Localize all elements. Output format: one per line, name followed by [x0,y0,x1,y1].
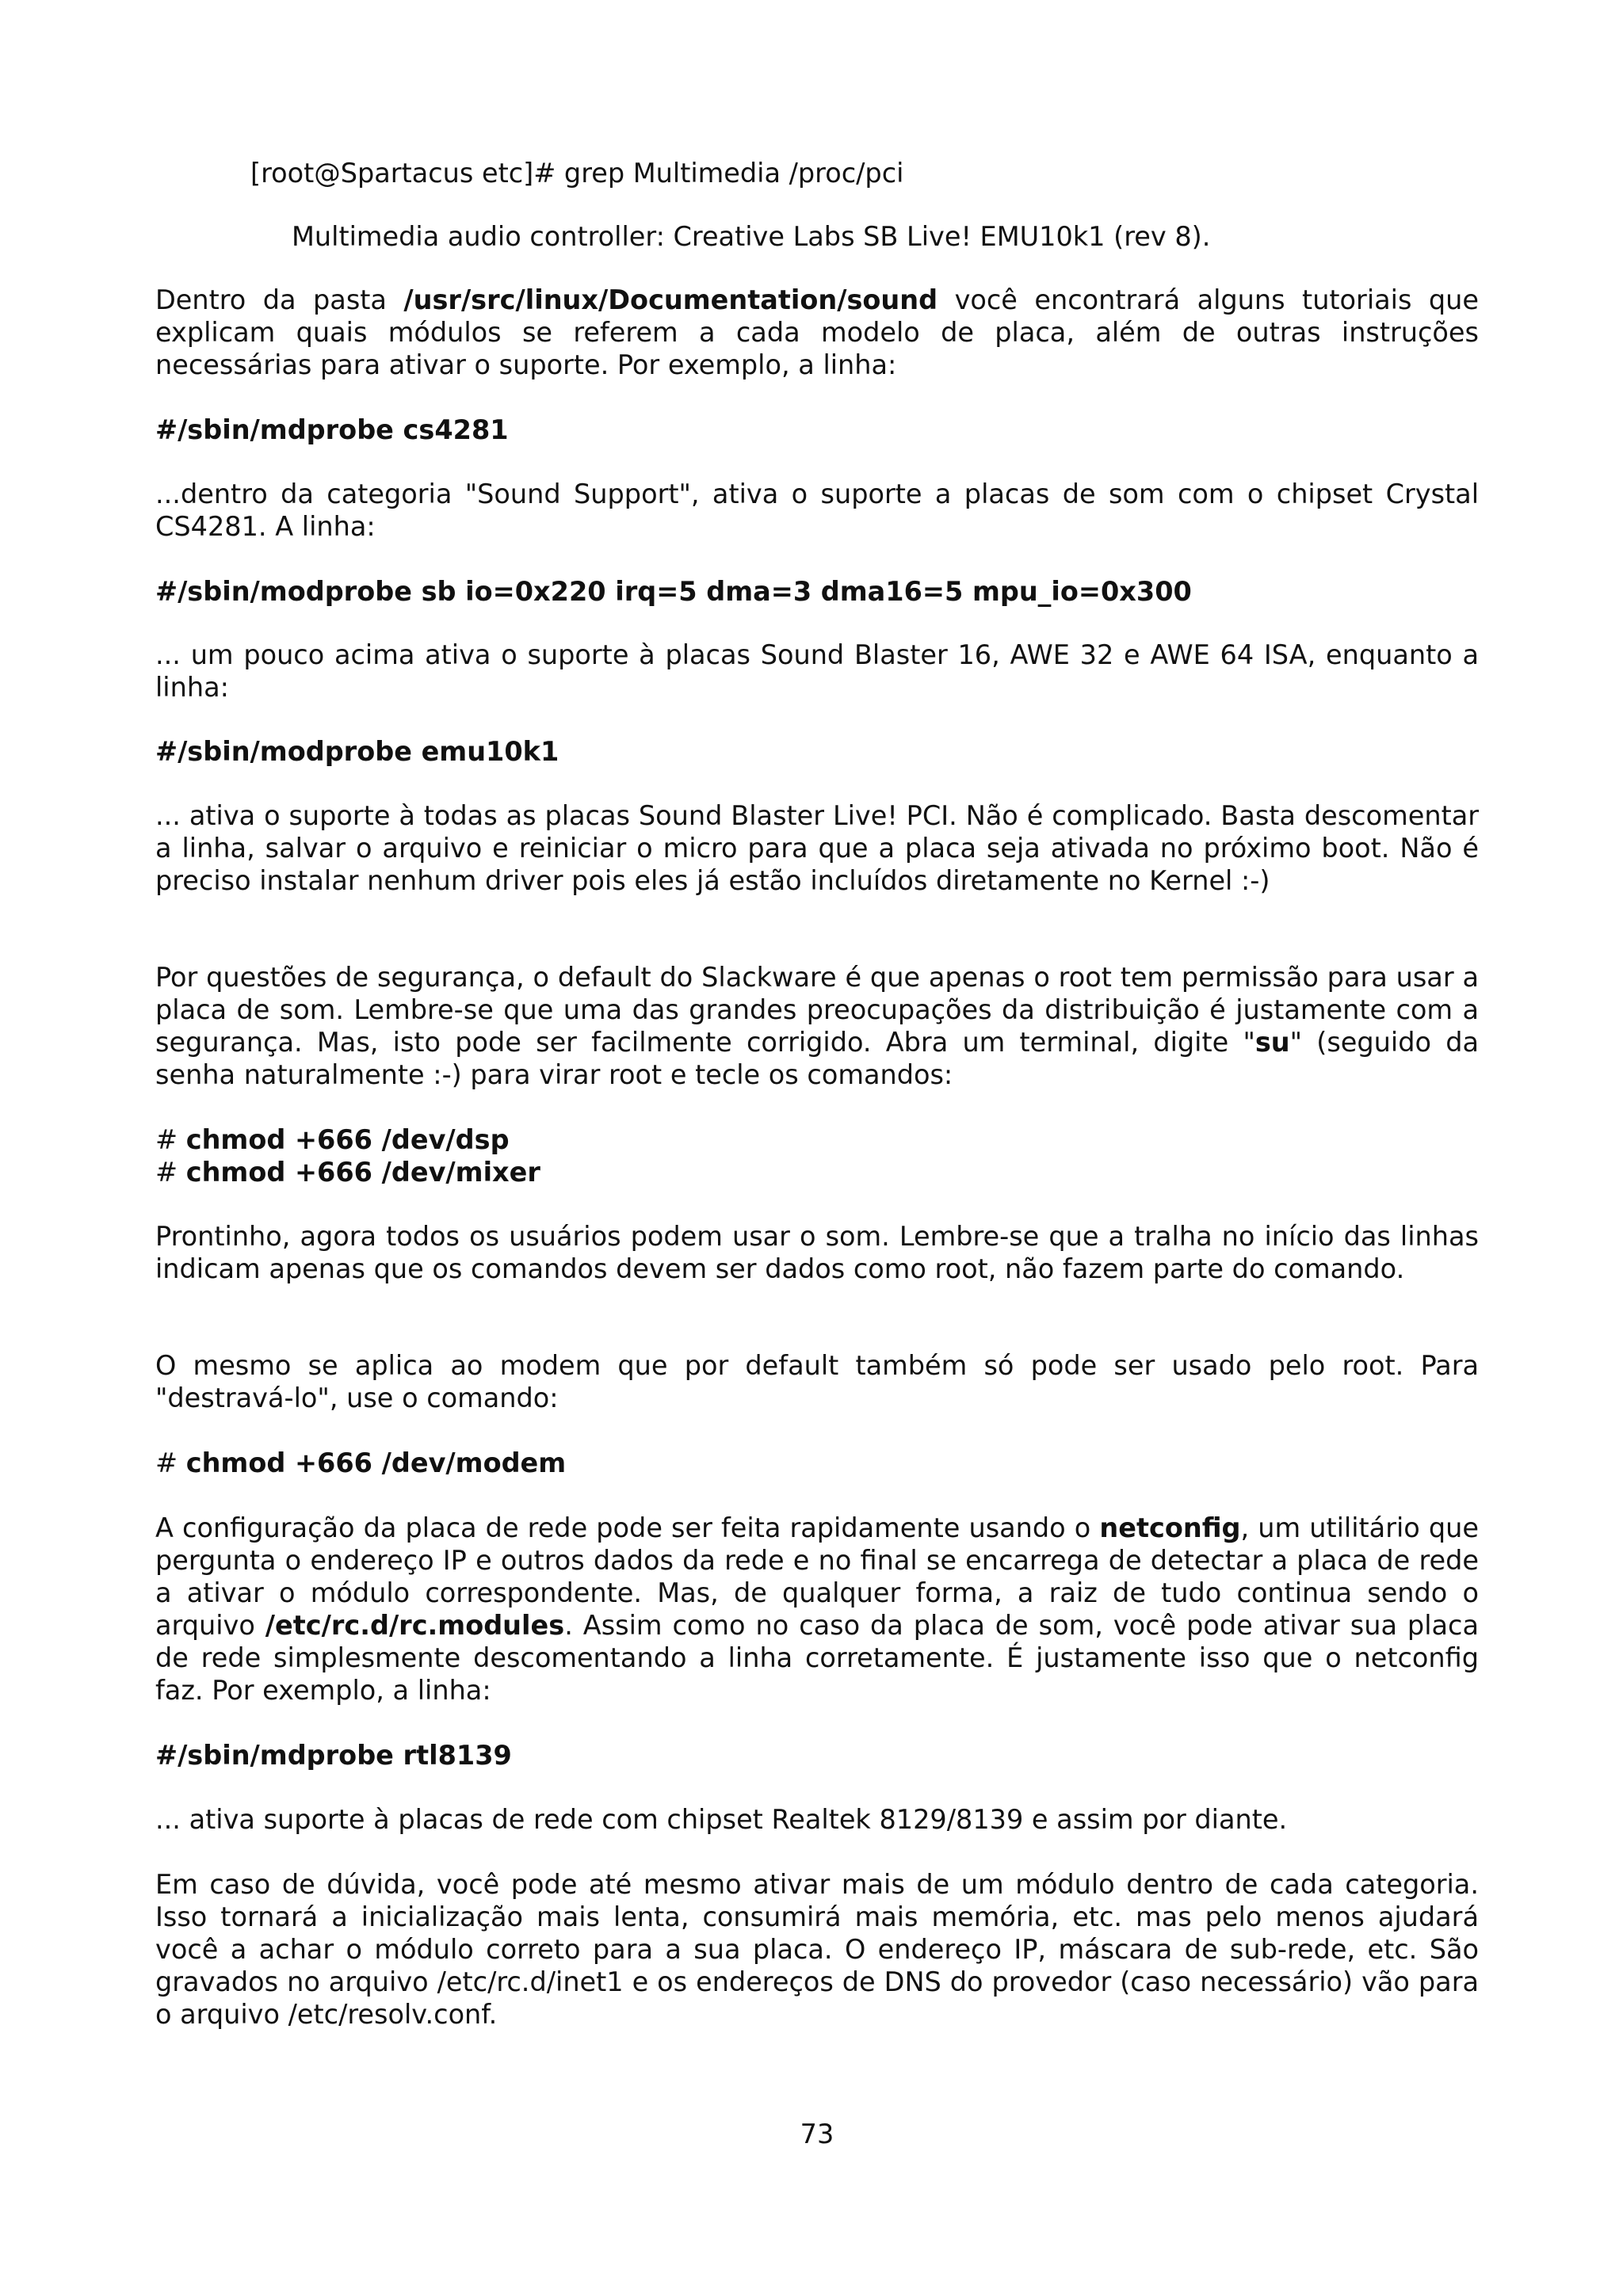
command-text: chmod +666 /dev/modem [185,1447,567,1478]
paragraph-network-config [155,1512,1479,1707]
paragraph-realtek: ... ativa suporte à placas de rede com chipset Realtek 8129/8139 e assim por diante. [155,1804,1288,1835]
command-text: chmod +666 /dev/dsp [185,1124,510,1155]
netconfig-term: netconfig [1099,1512,1241,1543]
paragraph-sound-support: ...dentro da categoria "Sound Support", ativa o suporte a placas de som com o chipset Crystal CS4281. A linha: [155,479,1479,542]
hash-prompt: # [155,1157,186,1188]
paragraph-text: Dentro da pasta [155,284,404,315]
paragraph-text: . Assim como no caso da placa de som, você pode ativar sua placa de rede simplesmente descomentando a linha corretamente. É justamente isso que o netconfig faz. Por exemplo, a linha: [155,1610,1479,1706]
command-mdprobe-rtl8139: #/sbin/mdprobe rtl8139 [155,1740,512,1771]
command-su: su [1254,1027,1290,1058]
command-modprobe-sb: #/sbin/modprobe sb io=0x220 irq=5 dma=3 dma16=5 mpu_io=0x300 [155,576,1192,607]
paragraph-text: A configuração da placa de rede pode ser feita rapidamente usando o [155,1512,1100,1543]
command-text: chmod +666 /dev/mixer [185,1157,540,1188]
paragraph-text: você encontrará alguns tutoriais que explicam quais módulos se referem a cada modelo de placa, além de outras instruções necessárias para ativar o suporte. Por exemplo, a linha: [155,284,1479,380]
paragraph-text: " (seguido da senha naturalmente :-) para virar root e tecle os comandos: [155,1027,1479,1090]
hash-prompt: # [155,1447,186,1478]
command-modprobe-emu10k1: #/sbin/modprobe emu10k1 [155,736,559,767]
paragraph-text: , um utilitário que pergunta o endereço IP e outros dados da rede e no final se encarrega de detectar a placa de rede a ativar o módulo correspondente. Mas, de qualquer forma, a raiz de tudo continua sendo o arquivo [155,1512,1479,1641]
command-mdprobe-cs4281: #/sbin/mdprobe cs4281 [155,414,509,445]
command-grep-multimedia: [root@Spartacus etc]# grep Multimedia /proc/pci [250,158,904,189]
paragraph-documentation-sound [155,284,1479,381]
document-page [155,0,1479,2296]
paragraph-modem: O mesmo se aplica ao modem que por default também só pode ser usado pelo root. Para "destravá-lo", use o comando: [155,1350,1479,1413]
command-chmod-mixer [155,1156,540,1188]
command-output-multimedia: Multimedia audio controller: Creative Labs SB Live! EMU10k1 (rev 8). [292,221,1211,252]
paragraph-sound-blaster-16: ... um pouco acima ativa o suporte à placas Sound Blaster 16, AWE 32 e AWE 64 ISA, enquanto a linha: [155,639,1479,703]
page-number: 73 [800,2119,834,2149]
paragraph-text: Por questões de segurança, o default do Slackware é que apenas o root tem permissão para usar a placa de som. Lembre-se que uma das grandes preocupações da distribuição é justamente com a segurança. Mas, isto pode ser facilmente corrigido. Abra um terminal, digite " [155,962,1479,1058]
command-chmod-dsp [155,1123,510,1156]
path-documentation-sound: /usr/src/linux/Documentation/sound [403,284,938,315]
hash-prompt: # [155,1124,186,1155]
command-chmod-modem [155,1447,566,1479]
paragraph-prontinho: Prontinho, agora todos os usuários podem usar o som. Lembre-se que a tralha no início das linhas indicam apenas que os comandos devem ser dados como root, não fazem parte do comando. [155,1221,1479,1284]
path-rc-modules: /etc/rc.d/rc.modules [265,1610,565,1641]
paragraph-security [155,961,1479,1091]
paragraph-duvida: Em caso de dúvida, você pode até mesmo ativar mais de um módulo dentro de cada categoria. Isso tornará a inicialização mais lenta, consumirá mais memória, etc. mas pelo menos ajudará você a achar o módulo correto para a sua placa. O endereço IP, máscara de sub-rede, etc. São gravados no arquivo /etc/rc.d/inet1 e os endereços de DNS do provedor (caso necessário) vão para o arquivo /etc/resolv.conf. [155,1869,1479,2030]
paragraph-sound-blaster-live: ... ativa o suporte à todas as placas Sound Blaster Live! PCI. Não é complicado. Basta descomentar a linha, salvar o arquivo e reiniciar o micro para que a placa seja ativada no próximo boot. Não é preciso instalar nenhum driver pois eles já estão incluídos diretamente no Kernel :-) [155,800,1479,896]
